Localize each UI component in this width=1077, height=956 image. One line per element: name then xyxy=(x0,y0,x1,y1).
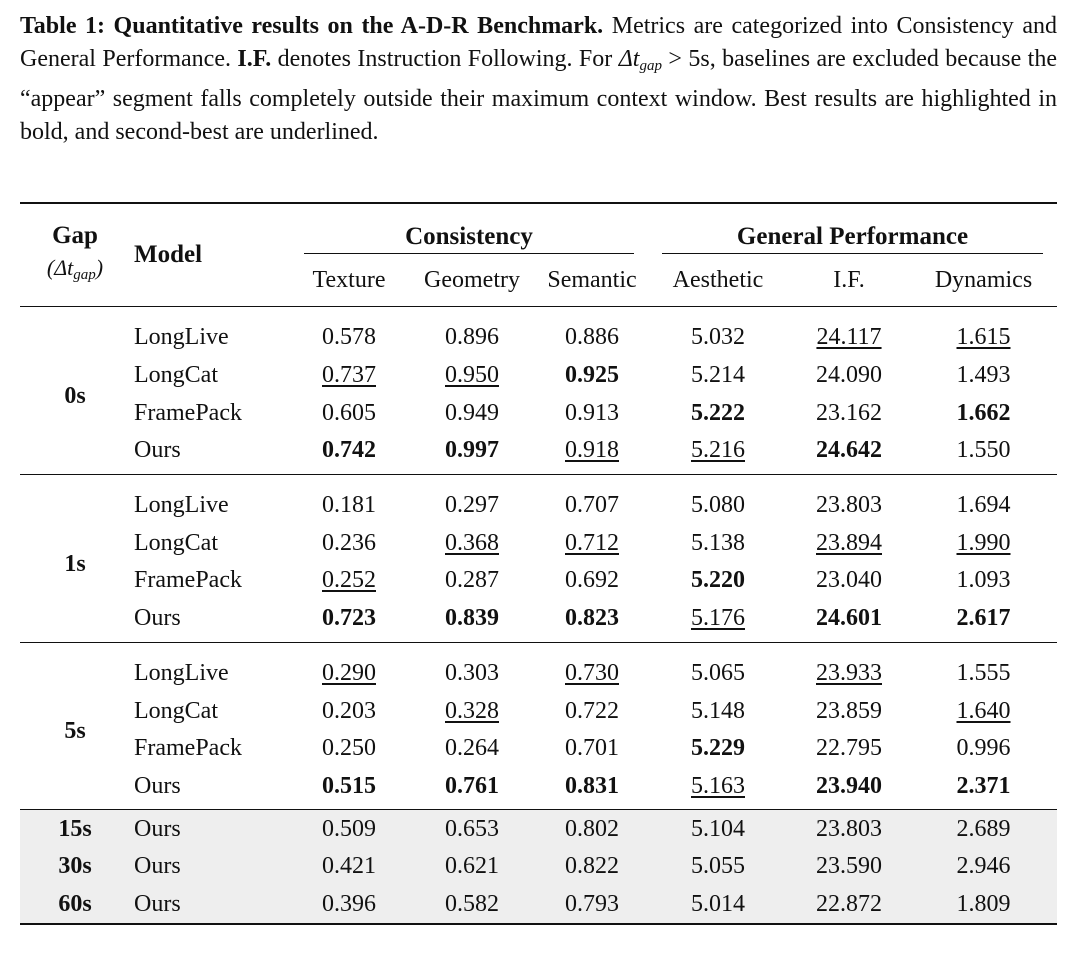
value-cell-dynamics xyxy=(910,357,1057,395)
value-text: 5.220 xyxy=(691,567,745,594)
extended-row xyxy=(20,886,1057,925)
value-text: 1.640 xyxy=(956,697,1011,724)
value-cell-semantic xyxy=(536,768,648,810)
header-gap xyxy=(20,203,130,307)
model-cell: FramePack xyxy=(134,735,242,762)
caption-gap-math: Δt xyxy=(618,46,640,72)
value-text: 0.925 xyxy=(565,362,619,389)
value-cell-geometry xyxy=(408,600,536,642)
value-text: 0.949 xyxy=(445,399,499,426)
value-cell-if xyxy=(788,432,910,474)
value-text: 0.605 xyxy=(322,399,376,426)
model-cell: Ours xyxy=(130,848,290,886)
value-cell-texture: 0.396 xyxy=(290,886,408,925)
extended-row xyxy=(20,848,1057,886)
gap-cell: 1s xyxy=(20,474,130,642)
model-cell: LongCat xyxy=(134,697,218,724)
table-row xyxy=(20,474,1057,524)
header-gap-label: Gap xyxy=(52,221,98,249)
table-row xyxy=(20,600,1057,642)
value-text: 0.918 xyxy=(565,437,619,464)
table-row xyxy=(20,692,1057,730)
caption-if-abbr: I.F. xyxy=(237,46,272,72)
value-text: 1.615 xyxy=(956,324,1011,351)
value-cell-texture xyxy=(290,562,408,600)
value-text: 0.712 xyxy=(565,529,619,556)
value-text: 24.090 xyxy=(816,362,882,389)
results-table xyxy=(20,202,1057,925)
gap-cell: 0s xyxy=(20,307,130,475)
value-cell-dynamics xyxy=(910,307,1057,357)
value-text: 23.803 xyxy=(816,492,882,519)
value-cell-if: 22.872 xyxy=(788,886,910,925)
caption-text-1: Metrics are categorized into Consistency and General Performance. xyxy=(20,13,1057,72)
table-row xyxy=(20,524,1057,562)
value-text: 0.252 xyxy=(322,567,376,594)
value-cell-aesthetic xyxy=(648,562,788,600)
model-cell: Ours xyxy=(134,437,181,464)
model-cell: Ours xyxy=(134,772,181,799)
value-cell-semantic xyxy=(536,562,648,600)
value-text: 0.692 xyxy=(565,567,619,594)
value-text: 1.493 xyxy=(956,362,1011,389)
value-cell-semantic xyxy=(536,524,648,562)
value-cell-if xyxy=(788,642,910,692)
value-cell-texture xyxy=(290,730,408,768)
value-cell-dynamics xyxy=(910,562,1057,600)
value-text: 0.997 xyxy=(445,437,499,464)
value-text: 23.894 xyxy=(816,529,882,556)
column-header-aesthetic: Aesthetic xyxy=(672,266,764,293)
value-cell-if xyxy=(788,357,910,395)
value-cell-if xyxy=(788,394,910,432)
value-cell-aesthetic xyxy=(648,357,788,395)
value-cell-dynamics xyxy=(910,642,1057,692)
value-cell-dynamics xyxy=(910,474,1057,524)
value-cell-geometry xyxy=(408,474,536,524)
gap-cell: 30s xyxy=(20,848,130,886)
value-text: 0.761 xyxy=(445,772,499,799)
value-text: 5.080 xyxy=(691,492,745,519)
value-text: 5.163 xyxy=(691,772,745,799)
value-text: 0.181 xyxy=(322,492,376,519)
value-cell-texture xyxy=(290,692,408,730)
value-text: 1.990 xyxy=(956,529,1011,556)
value-cell-geometry xyxy=(408,307,536,357)
value-cell-geometry xyxy=(408,730,536,768)
value-cell-dynamics: 2.946 xyxy=(910,848,1057,886)
value-text: 0.328 xyxy=(445,697,499,724)
value-cell-geometry: 0.653 xyxy=(408,810,536,848)
value-cell-semantic xyxy=(536,730,648,768)
value-cell-aesthetic xyxy=(648,432,788,474)
header-gap-symbol: $(\Delta t_{gap})$ xyxy=(46,254,104,283)
model-cell: FramePack xyxy=(134,399,242,426)
table-caption xyxy=(20,10,1057,149)
table-row xyxy=(20,642,1057,692)
value-text: 23.040 xyxy=(816,567,882,594)
value-cell-texture xyxy=(290,600,408,642)
value-text: 5.176 xyxy=(691,605,745,632)
value-cell-aesthetic xyxy=(648,524,788,562)
caption-label: Table 1: Quantitative results on the A-D-R Benchmark. xyxy=(20,13,604,39)
value-text: 2.371 xyxy=(956,772,1011,799)
column-header-texture: Texture xyxy=(312,266,386,293)
model-cell: Ours xyxy=(130,886,290,925)
value-cell-if xyxy=(788,562,910,600)
value-text: 24.117 xyxy=(816,324,882,351)
value-text: 0.996 xyxy=(956,735,1011,762)
column-header-if: I.F. xyxy=(833,266,865,293)
value-cell-aesthetic: 5.055 xyxy=(648,848,788,886)
table-row xyxy=(20,730,1057,768)
value-cell-geometry xyxy=(408,432,536,474)
value-text: 0.368 xyxy=(445,529,499,556)
value-text: 0.264 xyxy=(445,735,499,762)
model-cell: LongLive xyxy=(130,642,290,692)
caption-gap-rel: > 5s xyxy=(661,46,710,72)
caption-text-2: denotes Instruction Following. For xyxy=(271,46,619,72)
extended-row xyxy=(20,810,1057,848)
value-text: 1.093 xyxy=(956,567,1011,594)
value-text: 0.722 xyxy=(565,697,619,724)
value-cell-aesthetic: 5.104 xyxy=(648,810,788,848)
value-cell-semantic xyxy=(536,692,648,730)
value-cell-if xyxy=(788,524,910,562)
value-text: 24.642 xyxy=(816,437,882,464)
value-text: 1.662 xyxy=(956,399,1011,426)
value-cell-aesthetic xyxy=(648,307,788,357)
value-text: 0.297 xyxy=(445,492,499,519)
value-cell-texture xyxy=(290,768,408,810)
value-cell-dynamics xyxy=(910,524,1057,562)
table-row xyxy=(20,307,1057,357)
value-cell-if xyxy=(788,768,910,810)
header-group-general: General Performance xyxy=(648,203,1057,254)
value-cell-if xyxy=(788,600,910,642)
value-cell-geometry: 0.621 xyxy=(408,848,536,886)
value-cell-aesthetic xyxy=(648,768,788,810)
value-text: 5.216 xyxy=(691,437,745,464)
value-text: 23.859 xyxy=(816,697,882,724)
value-cell-semantic xyxy=(536,357,648,395)
value-cell-semantic xyxy=(536,600,648,642)
value-text: 5.222 xyxy=(691,399,745,426)
caption-gap-sub: gap xyxy=(639,58,662,74)
value-text: 23.162 xyxy=(816,399,882,426)
value-cell-geometry: 0.582 xyxy=(408,886,536,925)
value-cell-if xyxy=(788,730,910,768)
table-row xyxy=(20,562,1057,600)
model-cell: Ours xyxy=(134,605,181,632)
value-text: 24.601 xyxy=(816,605,882,632)
value-text: 2.617 xyxy=(956,605,1011,632)
value-text: 0.831 xyxy=(565,772,619,799)
value-cell-texture xyxy=(290,432,408,474)
value-text: 5.148 xyxy=(691,697,745,724)
value-cell-if xyxy=(788,474,910,524)
value-text: 5.065 xyxy=(691,659,745,686)
value-text: 0.737 xyxy=(322,362,376,389)
value-text: 0.950 xyxy=(445,362,499,389)
value-cell-semantic xyxy=(536,432,648,474)
value-cell-semantic xyxy=(536,642,648,692)
value-cell-texture xyxy=(290,642,408,692)
value-cell-geometry xyxy=(408,562,536,600)
value-cell-texture xyxy=(290,474,408,524)
value-text: 0.203 xyxy=(322,697,376,724)
value-cell-dynamics xyxy=(910,692,1057,730)
gap-cell: 60s xyxy=(20,886,130,925)
value-cell-dynamics: 2.689 xyxy=(910,810,1057,848)
value-cell-aesthetic xyxy=(648,474,788,524)
value-cell-geometry xyxy=(408,524,536,562)
value-text: 0.303 xyxy=(445,659,499,686)
value-cell-aesthetic xyxy=(648,394,788,432)
value-cell-texture xyxy=(290,524,408,562)
value-text: 0.886 xyxy=(565,324,619,351)
gap-cell: 5s xyxy=(20,642,130,810)
table-row xyxy=(20,432,1057,474)
value-text: 0.730 xyxy=(565,659,619,686)
value-cell-dynamics xyxy=(910,600,1057,642)
value-text: 0.823 xyxy=(565,605,619,632)
value-cell-aesthetic xyxy=(648,600,788,642)
column-header-geometry: Geometry xyxy=(424,266,520,293)
value-cell-dynamics xyxy=(910,768,1057,810)
value-cell-texture: 0.421 xyxy=(290,848,408,886)
model-cell: LongCat xyxy=(134,529,218,556)
table-row xyxy=(20,357,1057,395)
value-text: 1.555 xyxy=(956,659,1011,686)
header-group-consistency: Consistency xyxy=(290,203,648,254)
value-text: 0.707 xyxy=(565,492,619,519)
table-row xyxy=(20,394,1057,432)
value-text: 0.287 xyxy=(445,567,499,594)
value-cell-if xyxy=(788,307,910,357)
value-cell-aesthetic xyxy=(648,692,788,730)
model-cell: LongLive xyxy=(130,307,290,357)
value-cell-geometry xyxy=(408,642,536,692)
value-text: 0.515 xyxy=(322,772,376,799)
value-text: 0.701 xyxy=(565,735,619,762)
value-cell-aesthetic xyxy=(648,642,788,692)
value-cell-geometry xyxy=(408,357,536,395)
value-cell-texture xyxy=(290,307,408,357)
value-text: 22.795 xyxy=(816,735,882,762)
value-text: 0.839 xyxy=(445,605,499,632)
value-text: 0.578 xyxy=(322,324,376,351)
header-model: Model xyxy=(134,241,203,268)
value-cell-dynamics: 1.809 xyxy=(910,886,1057,925)
value-text: 5.229 xyxy=(691,735,745,762)
value-text: 0.236 xyxy=(322,529,376,556)
value-text: 1.550 xyxy=(956,437,1011,464)
value-text: 23.933 xyxy=(816,659,882,686)
value-text: 5.032 xyxy=(691,324,745,351)
value-text: 0.290 xyxy=(322,659,376,686)
table-row xyxy=(20,768,1057,810)
value-text: 5.214 xyxy=(691,362,745,389)
value-cell-texture: 0.509 xyxy=(290,810,408,848)
value-text: 0.742 xyxy=(322,437,376,464)
gap-cell: 15s xyxy=(20,810,130,848)
value-cell-semantic xyxy=(536,307,648,357)
value-cell-aesthetic: 5.014 xyxy=(648,886,788,925)
value-cell-semantic: 0.793 xyxy=(536,886,648,925)
value-cell-geometry xyxy=(408,768,536,810)
value-text: 0.896 xyxy=(445,324,499,351)
value-cell-geometry xyxy=(408,394,536,432)
value-cell-semantic xyxy=(536,474,648,524)
column-header-semantic: Semantic xyxy=(547,266,637,293)
model-cell: LongCat xyxy=(134,362,218,389)
value-cell-if: 23.803 xyxy=(788,810,910,848)
model-cell: LongLive xyxy=(130,474,290,524)
value-cell-dynamics xyxy=(910,730,1057,768)
value-cell-geometry xyxy=(408,692,536,730)
value-cell-dynamics xyxy=(910,394,1057,432)
value-cell-texture xyxy=(290,357,408,395)
model-cell: FramePack xyxy=(134,567,242,594)
value-text: 23.940 xyxy=(816,772,882,799)
value-cell-semantic: 0.802 xyxy=(536,810,648,848)
value-cell-if xyxy=(788,692,910,730)
value-text: 0.723 xyxy=(322,605,376,632)
value-text: 1.694 xyxy=(956,492,1011,519)
value-cell-dynamics xyxy=(910,432,1057,474)
caption-text-3: , baselines are excluded because the “appear” segment falls completely outside their maximum context window. Best results are highlighted in bold, and second-best are underlined. xyxy=(20,46,1057,145)
column-header-dynamics: Dynamics xyxy=(934,266,1033,293)
value-text: 5.138 xyxy=(691,529,745,556)
value-cell-texture xyxy=(290,394,408,432)
model-cell: Ours xyxy=(130,810,290,848)
value-text: 0.913 xyxy=(565,399,619,426)
value-cell-semantic: 0.822 xyxy=(536,848,648,886)
value-cell-aesthetic xyxy=(648,730,788,768)
value-cell-if: 23.590 xyxy=(788,848,910,886)
value-text: 0.250 xyxy=(322,735,376,762)
value-cell-semantic xyxy=(536,394,648,432)
